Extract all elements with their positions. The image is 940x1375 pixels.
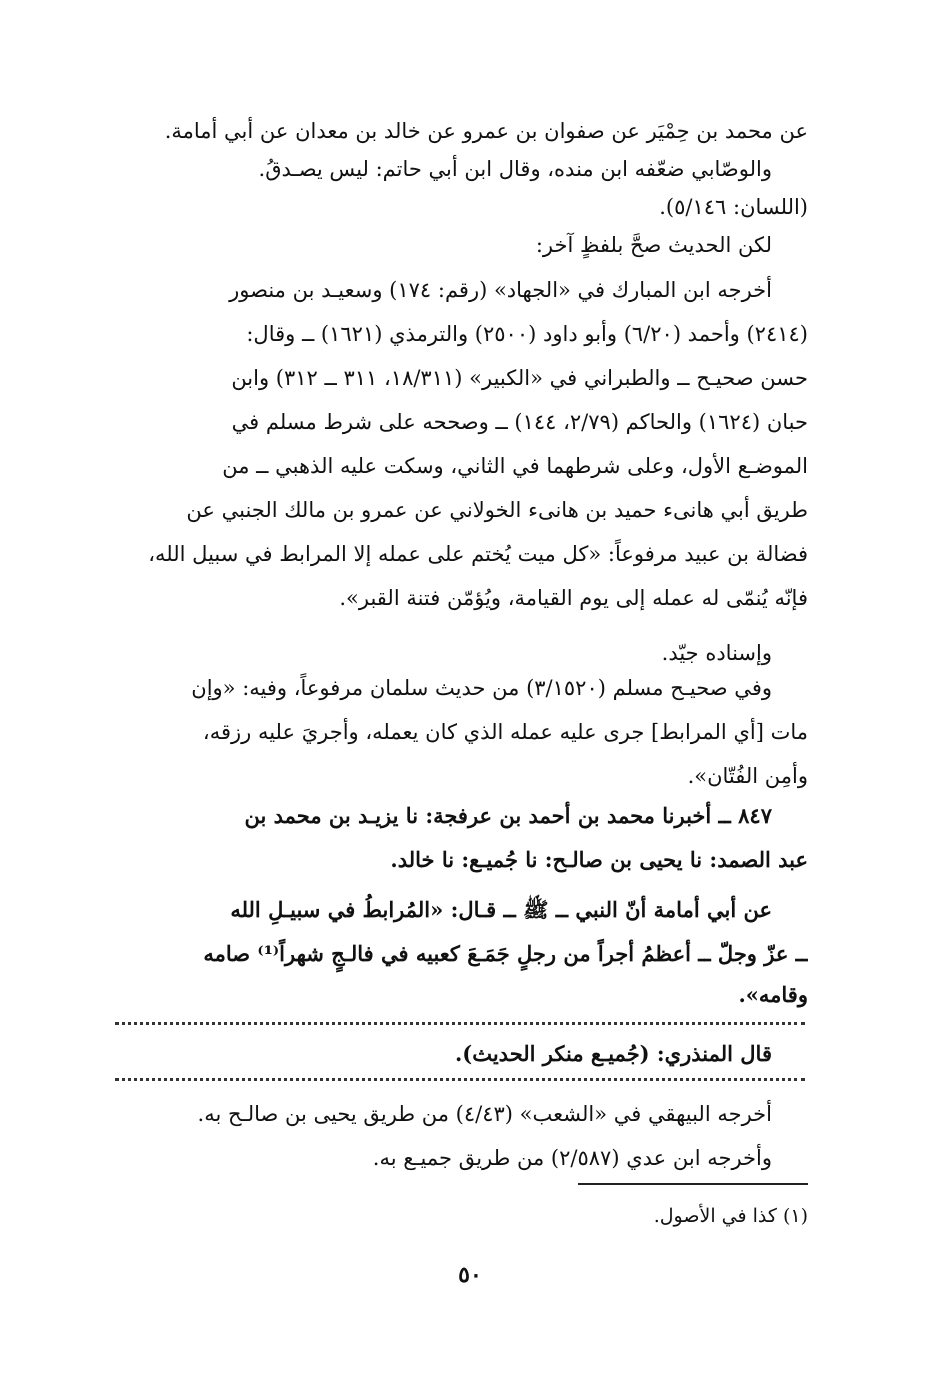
footnote: (١) كذا في الأصول. [653,1205,808,1227]
text-line: حبان (١٦٢٤) والحاكم (٢/٧٩، ١٤٤) ــ وصححه على شرط مسلم في [231,410,808,434]
text-line: حسن صحيـح ــ والطبراني في «الكبير» (١٨/٣١١، ٣١١ ــ ٣١٢) وابن [231,366,808,390]
text-line: وأخرجه ابن عدي (٢/٥٨٧) من طريق جميـع به. [372,1146,772,1170]
takhrij-paragraph [108,268,808,620]
text-line: طريق أبي هانىء حميد بن هانىء الخولاني عن عمرو بن مالك الجنبي عن [186,498,808,522]
text-line: عن أبي أمامة أنّ النبي ــ ﷺ ــ قـال: «المُرابطُ في سبيـلِ الله [230,897,772,922]
hadith-isnad [108,794,808,882]
text-line: والوصّابي ضعّفه ابن منده، وقال ابن أبي حاتم: ليس يصـدقُ. [258,157,772,181]
text-line: ــ عزّ وجلّ ــ أعظمُ أجراً من رجلٍ جَمَـعَ كعبيه في فالـجٍ شهراً⁽¹⁾ صامه [203,941,808,966]
text-line: أخرجه البيهقي في «الشعب» (٤/٤٣) من طريق يحيى بن صالـح به. [197,1102,772,1126]
page-number: ٥٠ [458,1262,482,1288]
text-line: وقامه». [738,982,808,1007]
intro-paragraph [108,112,808,264]
text-line: وفي صحيـح مسلم (٣/١٥٢٠) من حديث سلمان مرفوعاً، وفيه: «وإن [191,676,772,700]
text-line: أخرجه ابن المبارك في «الجهاد» (رقم: ١٧٤) وسعيـد بن منصور [229,278,772,302]
dotted-divider [115,1078,805,1081]
text-line: عن محمد بن حِمْيَر عن صفوان بن عمرو عن خالد بن معدان عن أبي أمامة. [164,119,808,143]
text-line: لكن الحديث صحَّ بلفظٍ آخر: [535,233,772,257]
mundhiri-comment [108,1032,808,1076]
text-line: وأمِن الفُتّان». [687,764,808,788]
hadith-matn [108,888,808,1014]
muslim-paragraph [108,666,808,798]
text-line: مات [أي المرابط] جرى عليه عمله الذي كان يعمله، وأجريَ عليه رزقه، [202,720,808,744]
text-line: (٢٤١٤) وأحمد (٦/٢٠) وأبو داود (٢٥٠٠) والترمذي (١٦٢١) ــ وقال: [246,322,808,346]
text-line: فإنّه يُنمّى له عمله إلى يوم القيامة، ويُؤمّن فتنة القبر». [339,586,808,610]
footnote-rule [578,1183,808,1185]
text-line: فضالة بن عبيد مرفوعاً: «كل ميت يُختم على عمله إلا المرابط في سبيل الله، [148,542,808,566]
text-line: (اللسان: ٥/١٤٦). [659,195,808,219]
text-line: الموضـع الأول، وعلى شرطهما في الثاني، وسكت عليه الذهبي ــ من [222,454,808,478]
text-line: ٨٤٧ ــ أخبرنا محمد بن أحمد بن عرفجة: نا يزيـد بن محمد بن [244,803,772,828]
text-line: عبد الصمد: نا يحيى بن صالـح: نا جُميـع: نا خالد. [390,847,808,872]
takhrij-847 [108,1092,808,1180]
text-line: وإسناده جيّد. [661,641,772,665]
dotted-divider [115,1022,805,1025]
isnad-grade [108,636,808,670]
text-line: قال المنذري: (جُميـع منكر الحديث). [454,1041,772,1066]
